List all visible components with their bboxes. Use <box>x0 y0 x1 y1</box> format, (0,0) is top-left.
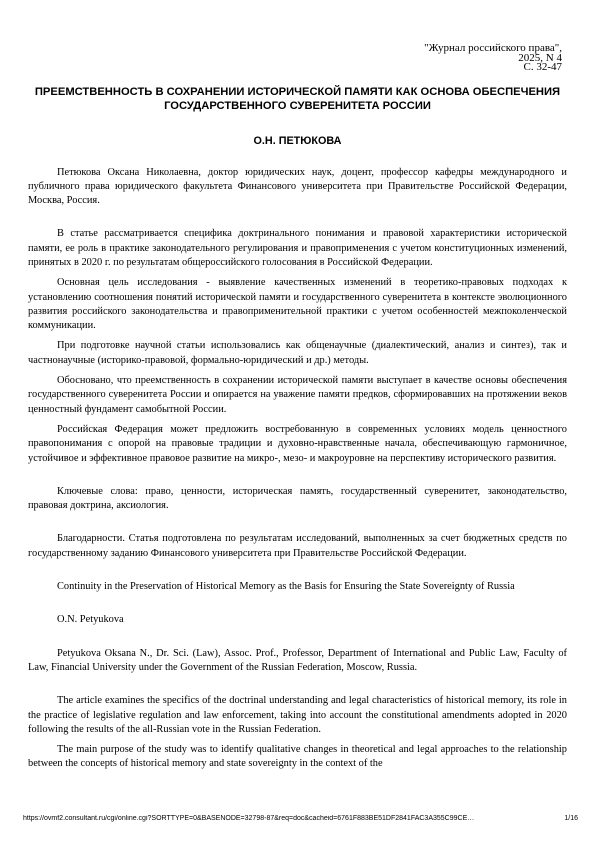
page-number: 1/16 <box>564 815 578 822</box>
article-author: О.Н. ПЕТЮКОВА <box>253 134 342 147</box>
author-info: Петюкова Оксана Николаевна, доктор юридических наук, доцент, профессор кафедры международного и публичного права юридического факультета Финансового университета при Правительстве Российской Федерации, Москва, Россия. <box>28 166 567 207</box>
english-abstract-paragraph: The article examines the specifics of the doctrinal understanding and legal characteristics of historical memory, its role in the practice of legislative regulation and law enforcement, taking into account the constitutional amendments adopted in 2020 following the results of the all-Russian vote in the Russian Federation. <box>28 695 567 735</box>
document-body <box>28 44 567 772</box>
journal-reference <box>402 44 562 73</box>
abstract-paragraph: Российская Федерация может предложить востребованную в современных условиях модель ценностного правопонимания с опорой на правовые традиции и духовно-нравственные начала, обеспечивающую гармоничное, устойчивое и эффективное правовое развитие на микро-, мезо- и макроуровне на перспективу исторического развития. <box>28 423 567 464</box>
keywords: Ключевые слова: право, ценности, историческая память, государственный суверенитет, законодательство, правовая доктрина, аксиология. <box>28 485 567 512</box>
journal-name: "Журнал российского права", 2025, N 4 <box>424 42 562 64</box>
abstract-paragraph: Основная цель исследования - выявление качественных изменений в теоретико-правовых подходах к установлению соотношения понятий исторической памяти и государственного суверенитета в контексте эволюционного развития российского законодательства и правоприменительной практики с учетом особенностей межпоколенческой коммуникации. <box>28 277 567 332</box>
acknowledgements: Благодарности. Статья подготовлена по результатам исследований, выполненных за счет бюджетных средств по государственному заданию Финансового университета при Правительстве Российской Федерации. <box>28 533 567 559</box>
english-author: O.N. Petyukova <box>57 614 124 626</box>
article-title: ПРЕЕМСТВЕННОСТЬ В СОХРАНЕНИИ ИСТОРИЧЕСКОЙ ПАМЯТИ КАК ОСНОВА ОБЕСПЕЧЕНИЯ ГОСУДАРСТВЕННОГО СУВЕРЕНИТЕТА РОССИИ <box>34 85 561 112</box>
english-abstract-paragraph: The main purpose of the study was to identify qualitative changes in theoretical and legal approaches to the relationship between the concepts of historical memory and state sovereignty in the context of the <box>28 744 567 770</box>
document-url: https://ovmf2.consultant.ru/cgi/online.cgi?SORTTYPE=0&BASENODE=32798-87&req=doc&cacheid=6761F883BE51DF2841FAC3A355C99CE… <box>23 815 475 822</box>
abstract-paragraph: При подготовке научной статьи использовались как общенаучные (диалектический, анализ и синтез), так и частнонаучные (историко-правовой, формально-юридический и др.) методы. <box>28 340 567 366</box>
english-author-info: Petyukova Oksana N., Dr. Sci. (Law), Assoc. Prof., Professor, Department of International and Public Law, Faculty of Law, Financial University under the Government of the Russian Federation, Moscow, Russia. <box>28 647 567 673</box>
abstract-paragraph: Обосновано, что преемственность в сохранении исторической памяти выступает в качестве основы обеспечения государственного суверенитета России и опирается на уважение памяти предков, сформировавших на протяжении веков ценностный фундамент самобытной России. <box>28 375 567 415</box>
english-title: Continuity in the Preservation of Historical Memory as the Basis for Ensuring the State Sovereignty of Russia <box>57 581 515 593</box>
journal-pages: С. 32-47 <box>523 61 562 73</box>
abstract-paragraph: В статье рассматривается специфика доктринального понимания и правовой характеристики исторической памяти, ее роль в практике законодательного регулирования и правоприменения с учетом конституционных изменений, принятых в 2020 г. по результатам общероссийского голосования в Российской Федерации. <box>28 228 567 268</box>
